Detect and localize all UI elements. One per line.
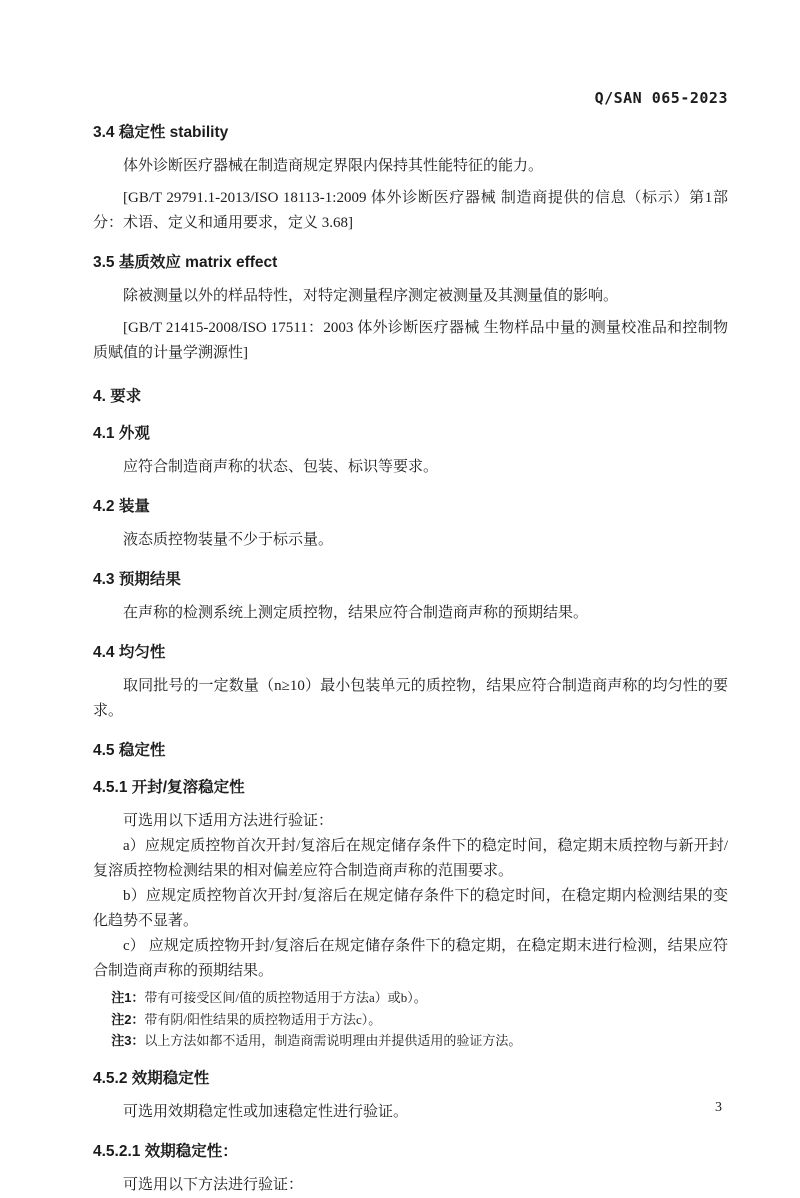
para-4-3: 在声称的检测系统上测定质控物，结果应符合制造商声称的预期结果。 [123,605,589,621]
note-2-label: 注2： [111,1011,145,1027]
heading-4-5-2-1-shelf-life-stability: 4.5.2.1 效期稳定性： [93,1142,238,1160]
note-2-text: 带有阴/阳性结果的质控物适用于方法c）。 [144,1011,382,1027]
heading-4-4-homogeneity: 4.4 均匀性 [93,644,166,661]
list-item-c: c） 应规定质控物开封/复溶后在规定储存条件下的稳定期，在稳定期末进行检测，结果应符合制造商声称的预期结果。 [93,938,728,979]
heading-3-5-matrix-effect: 3.5 基质效应 matrix effect [93,254,278,271]
heading-4-1-appearance: 4.1 外观 [93,425,150,442]
heading-4-requirements: 4. 要求 [93,388,142,405]
note-3-label: 注3： [111,1033,145,1048]
para-3-5-definition: 除被测量以外的样品特性，对特定测量程序测定被测量及其测量值的影响。 [123,288,619,304]
para-4-5-1-intro: 可选用以下适用方法进行验证： [123,813,334,829]
note-3 [93,1030,728,1052]
heading-4-5-2-shelf-life-stability: 4.5.2 效期稳定性 [93,1069,210,1087]
notes-block [93,987,728,1052]
para-3-4-definition: 体外诊断医疗器械在制造商规定界限内保持其性能特征的能力。 [123,158,544,174]
note-1-label: 注1： [111,990,145,1005]
para-4-4: 取同批号的一定数量（n≥10）最小包装单元的质控物，结果应符合制造商声称的均匀性的要求。 [93,678,728,719]
para-3-5-reference: [GB/T 21415-2008/ISO 17511：2003 体外诊断医疗器械 生物样品中量的测量校准品和控制物质赋值的计量学溯源性] [93,320,728,361]
heading-4-5-1-open-vial-stability: 4.5.1 开封/复溶稳定性 [93,779,245,796]
note-3-text: 以上方法如都不适用，制造商需说明理由并提供适用的验证方法。 [144,1033,522,1048]
note-2 [93,1009,728,1031]
doc-number-header: Q/SAN 065-2023 [594,89,728,107]
heading-3-4-stability: 3.4 稳定性 stability [93,124,229,141]
para-4-1: 应符合制造商声称的状态、包装、标识等要求。 [123,459,439,475]
list-item-b: b）应规定质控物首次开封/复溶后在规定储存条件下的稳定时间，在稳定期内检测结果的变化趋势不显著。 [93,888,728,929]
heading-4-5-stability: 4.5 稳定性 [93,742,166,759]
para-4-5-2-1-intro: 可选用以下方法进行验证： [123,1176,304,1193]
heading-4-2-fill-volume: 4.2 装量 [93,498,150,515]
para-4-5-2-intro: 可选用效期稳定性或加速稳定性进行验证。 [123,1103,409,1120]
para-3-4-reference: [GB/T 29791.1-2013/ISO 18113-1:2009 体外诊断医疗器械 制造商提供的信息（标示）第1部分：术语、定义和通用要求，定义 3.68] [93,190,728,231]
list-item-a: a）应规定质控物首次开封/复溶后在规定储存条件下的稳定时间，稳定期末质控物与新开封/复溶质控物检测结果的相对偏差应符合制造商声称的范围要求。 [93,838,728,879]
page-number: 3 [715,1100,722,1115]
heading-4-3-expected-results: 4.3 预期结果 [93,571,181,588]
note-1-text: 带有可接受区间/值的质控物适用于方法a）或b）。 [144,990,427,1005]
note-1 [93,987,728,1009]
para-4-2: 液态质控物装量不少于标示量。 [123,532,334,548]
